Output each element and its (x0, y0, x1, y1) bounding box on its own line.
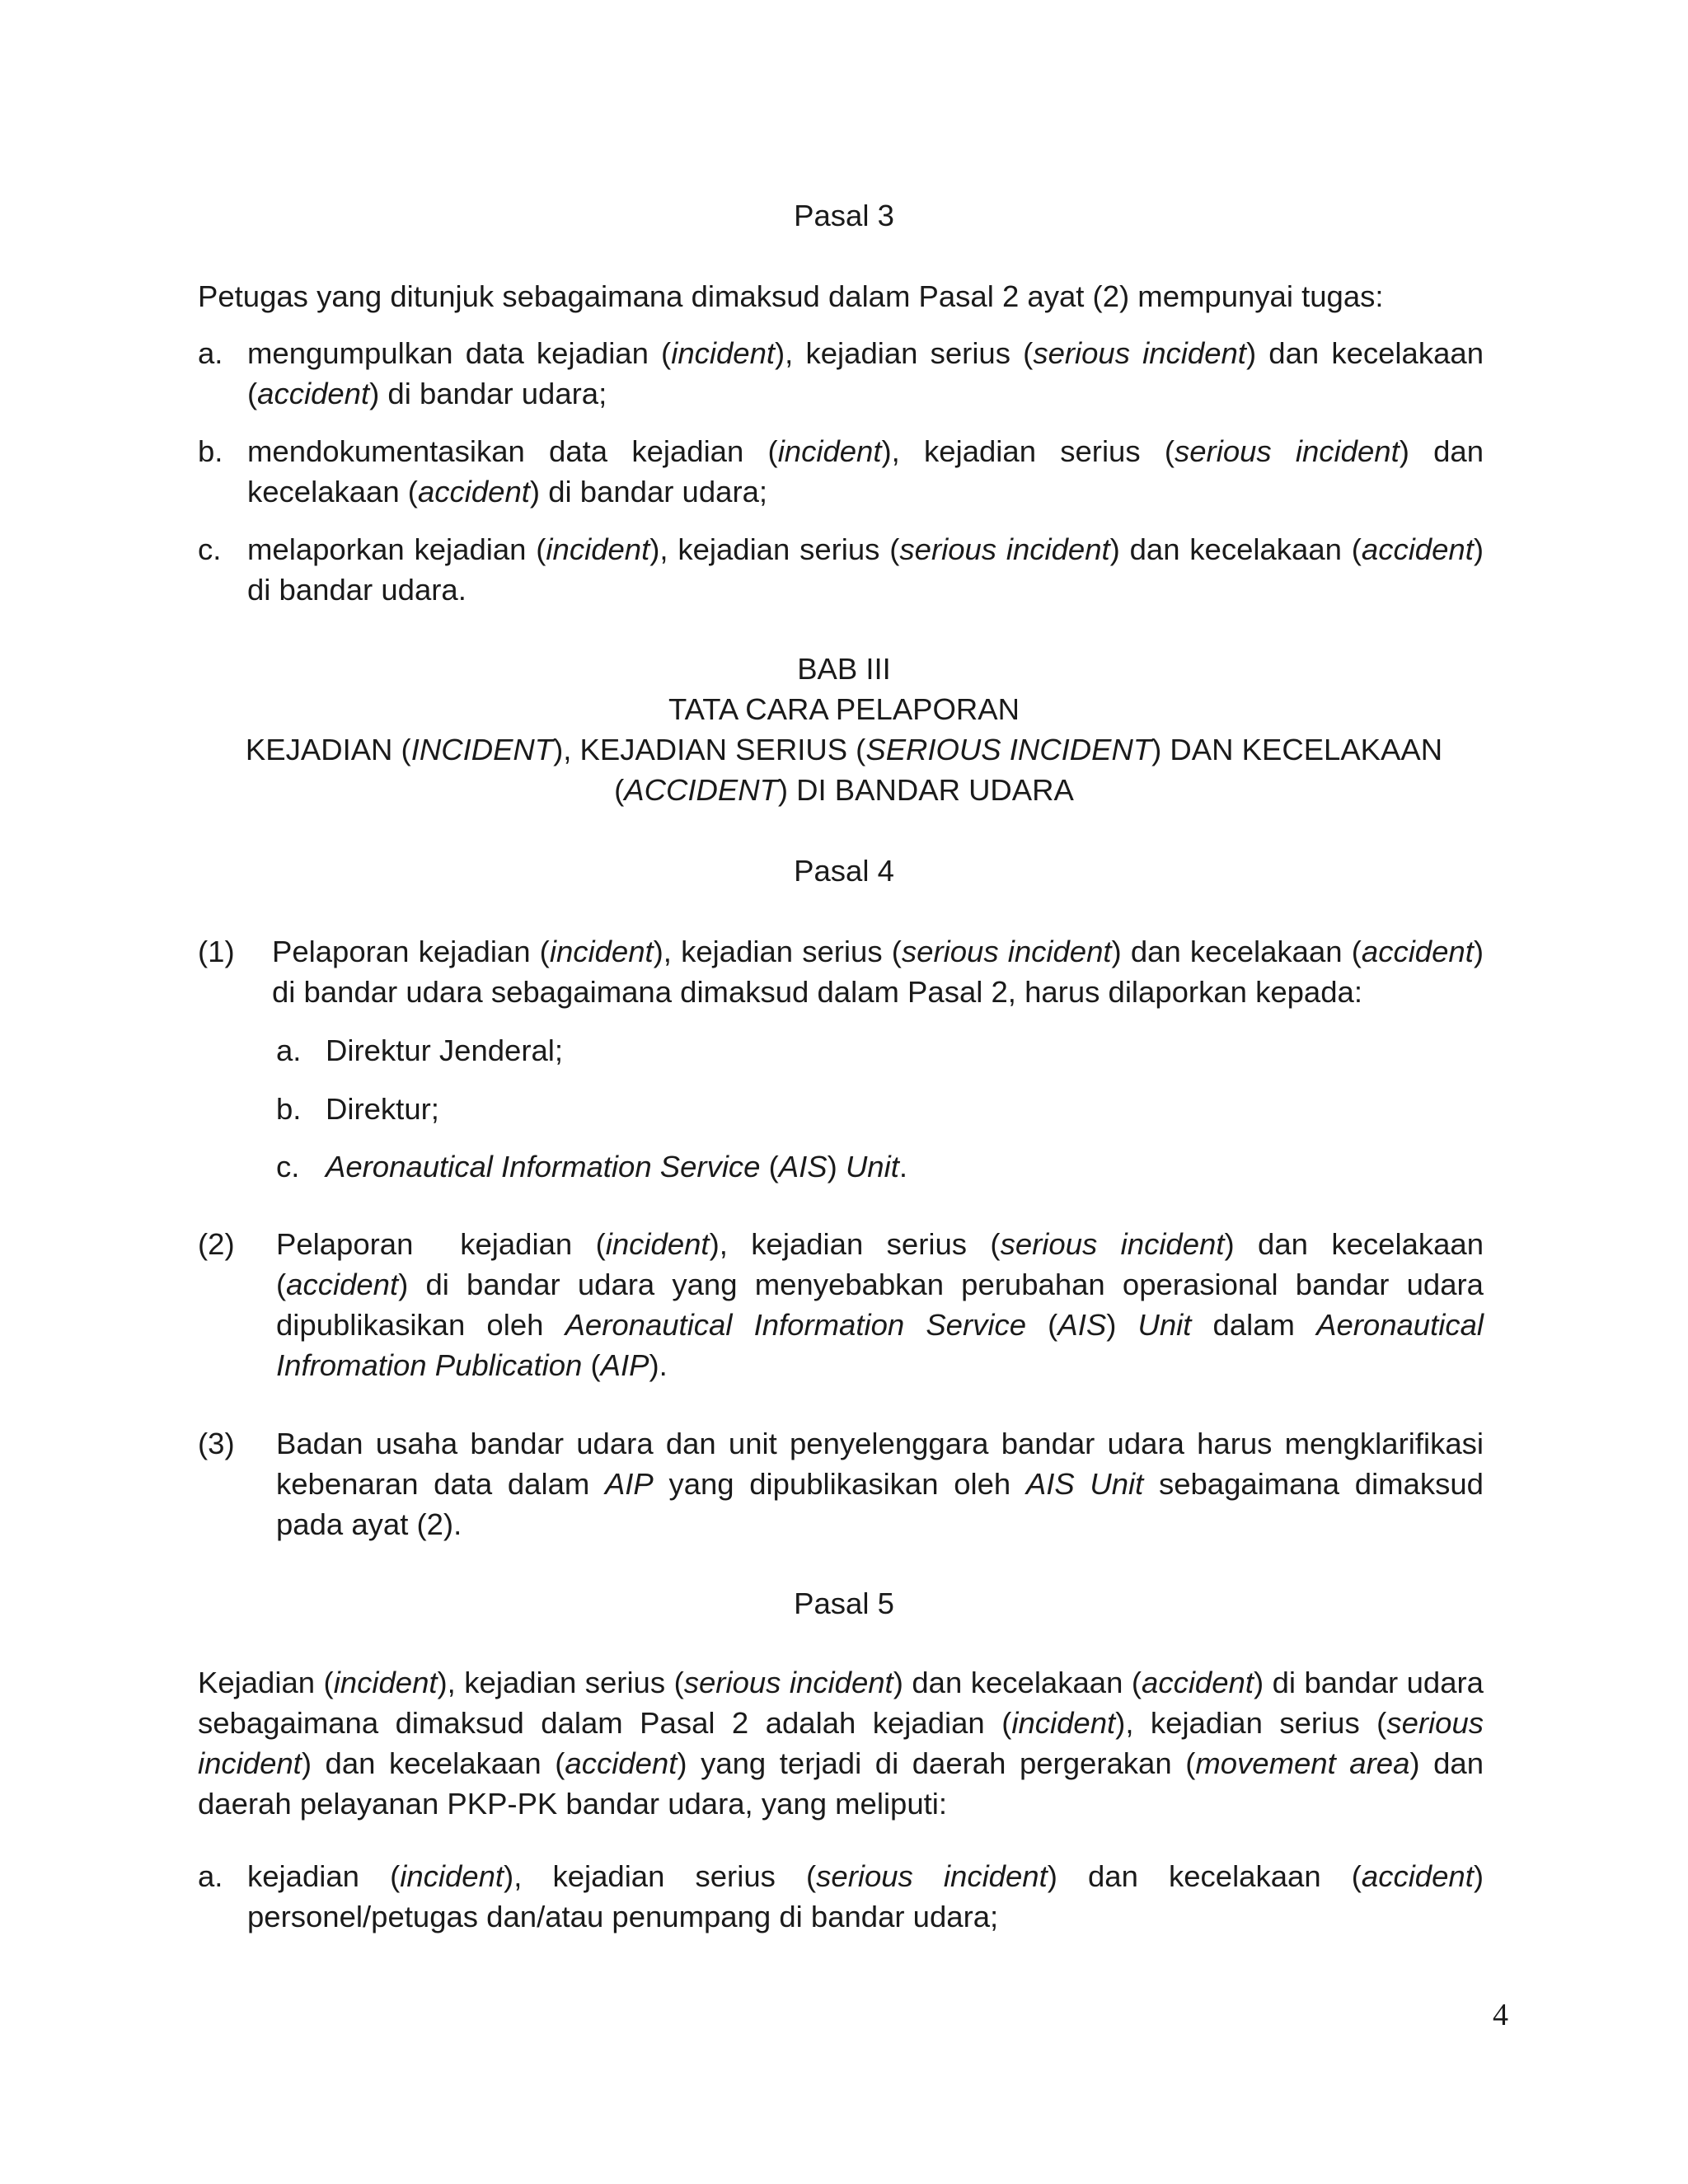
pasal-3-intro: Petugas yang ditunjuk sebagaimana dimaksud dalam Pasal 2 ayat (2) mempunyai tugas: (198, 279, 1384, 313)
list-label: c. (276, 1150, 300, 1183)
pasal-3-item-a (198, 333, 1484, 414)
pasal-4-title: Pasal 4 (794, 854, 894, 888)
ayat-label: (2) (198, 1227, 235, 1261)
bab-number: BAB III (797, 652, 891, 686)
list-label: c. (198, 532, 222, 566)
pasal-5-title: Pasal 5 (794, 1586, 894, 1620)
pasal-4-ayat-1-sub-a (276, 1030, 1484, 1071)
bab-title: TATA CARA PELAPORAN (668, 692, 1020, 726)
pasal-4-ayat-3 (198, 1423, 1484, 1544)
list-label: b. (198, 434, 223, 468)
list-label: b. (276, 1092, 302, 1126)
list-text: Aeronautical Information Service (AIS) Unit. (326, 1150, 908, 1183)
pasal-5-intro: Kejadian (incident), kejadian serius (serious incident) dan kecelakaan (accident) di bandar udara sebagaimana dimaksud dalam Pasal 2 adalah kejadian (incident), kejadian serius (serious incident) dan kecelakaan (accident) yang terjadi di daerah pergerakan (movement area) dan daerah pelayanan PKP-PK bandar udara, yang meliputi: (198, 1666, 1484, 1821)
bab-subtitle-line-1: KEJADIAN (INCIDENT), KEJADIAN SERIUS (SERIOUS INCIDENT) DAN KECELAKAAN (245, 733, 1443, 766)
page-number: 4 (1493, 1998, 1508, 2032)
pasal-3-title: Pasal 3 (794, 199, 894, 232)
list-text: Direktur; (326, 1092, 439, 1126)
list-text: Direktur Jenderal; (326, 1033, 564, 1067)
list-label: a. (198, 336, 223, 370)
bab-subtitle-line-2: (ACCIDENT) DI BANDAR UDARA (614, 773, 1074, 807)
ayat-text: Pelaporan kejadian (incident), kejadian serius (serious incident) dan kecelakaan (accident) di bandar udara sebagaimana dimaksud dalam Pasal 2, harus dilaporkan kepada: (272, 935, 1484, 1009)
pasal-4-ayat-1-sub-c (276, 1146, 1484, 1187)
ayat-label: (3) (198, 1427, 235, 1460)
pasal-4-ayat-1-sub-b (276, 1089, 1484, 1129)
pasal-3-item-c (198, 529, 1484, 610)
list-text: mengumpulkan data kejadian (incident), kejadian serius (serious incident) dan kecelakaan (accident) di bandar udara; (247, 336, 1484, 410)
pasal-4-ayat-2 (198, 1224, 1484, 1385)
pasal-5-item-a (198, 1856, 1484, 1937)
ayat-text: Badan usaha bandar udara dan unit penyelenggara bandar udara harus mengklarifikasi kebenaran data dalam AIP yang dipublikasikan oleh AIS Unit sebagaimana dimaksud pada ayat (2). (276, 1427, 1484, 1541)
list-text: kejadian (incident), kejadian serius (serious incident) dan kecelakaan (accident) personel/petugas dan/atau penumpang di bandar udara; (247, 1859, 1484, 1933)
pasal-4-ayat-1 (198, 931, 1484, 1012)
pasal-3-item-b (198, 431, 1484, 512)
list-label: a. (198, 1859, 223, 1893)
list-text: mendokumentasikan data kejadian (incident), kejadian serius (serious incident) dan kecelakaan (accident) di bandar udara; (247, 434, 1484, 509)
list-label: a. (276, 1033, 302, 1067)
list-text: melaporkan kejadian (incident), kejadian serius (serious incident) dan kecelakaan (accident) di bandar udara. (247, 532, 1484, 607)
ayat-label: (1) (198, 935, 235, 968)
ayat-text: Pelaporan kejadian (incident), kejadian serius (serious incident) dan kecelakaan (accident) di bandar udara yang menyebabkan perubahan operasional bandar udara dipublikasikan oleh Aeronautical Information Service (AIS) Unit dalam Aeronautical Infromation Publication (AIP). (276, 1227, 1484, 1382)
bab-3-heading (0, 649, 1688, 810)
